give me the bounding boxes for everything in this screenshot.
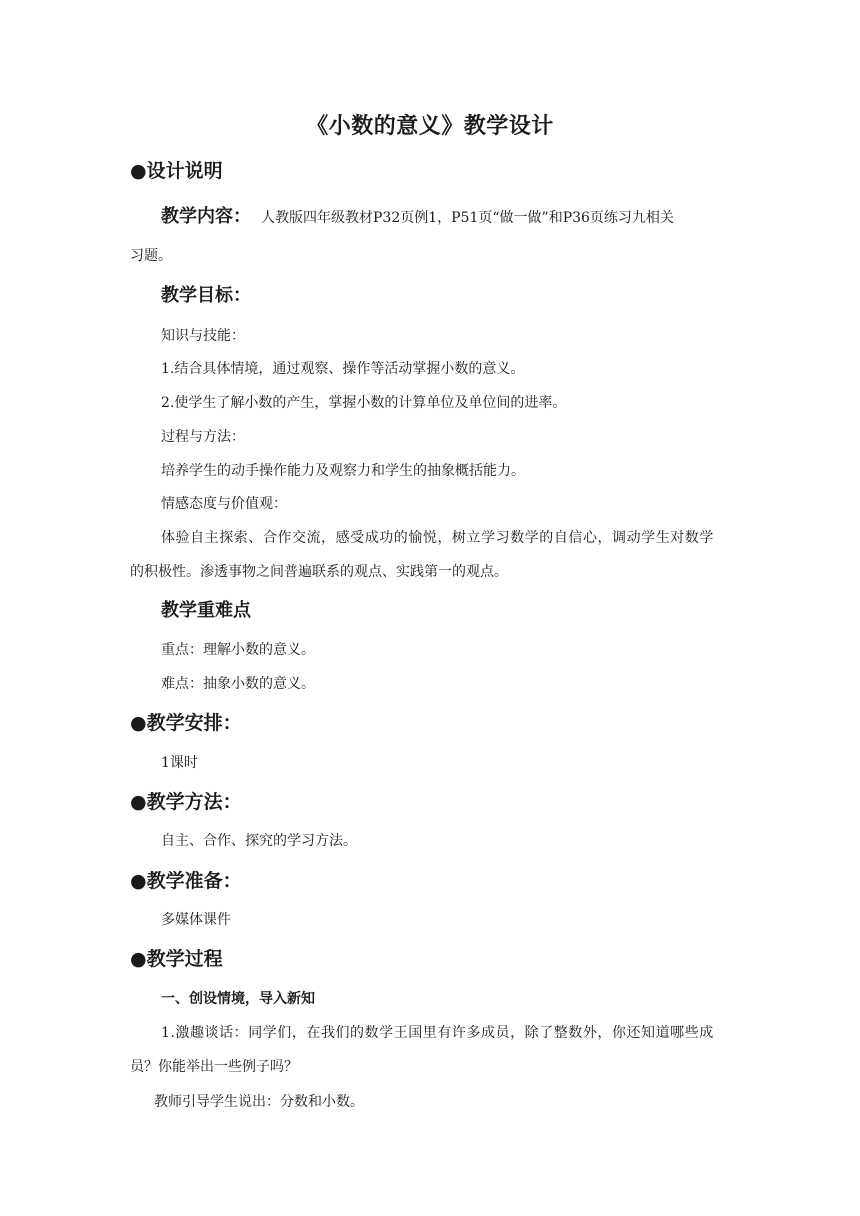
section-heading-method: ●教学方法：: [130, 791, 242, 813]
section-heading-preparation: ●教学准备：: [130, 870, 242, 892]
process-step-1-heading: 一、创设情境，导入新知: [161, 991, 315, 1007]
key-point-text: 重点：理解小数的意义。: [161, 642, 315, 658]
teaching-content-label: 教学内容：: [161, 206, 251, 227]
process-method-label: 过程与方法：: [161, 429, 245, 445]
knowledge-label: 知识与技能：: [161, 328, 245, 344]
preparation-text: 多媒体课件: [161, 912, 231, 928]
process-step-1-line-2: 员？你能举出一些例子吗？: [130, 1059, 298, 1075]
emotion-label: 情感态度与价值观：: [161, 496, 287, 512]
emotion-item-line-2: 的积极性。渗透事物之间普遍联系的观点、实践第一的观点。: [130, 564, 508, 580]
difficulty-heading: 教学重难点: [161, 600, 251, 621]
process-method-item: 培养学生的动手操作能力及观察力和学生的抽象概括能力。: [161, 463, 525, 479]
section-heading-arrangement: ●教学安排：: [130, 712, 242, 734]
teaching-content-line-2: 习题。: [130, 248, 172, 264]
difficult-point-text: 难点：抽象小数的意义。: [161, 676, 315, 692]
knowledge-item-2: 2.使学生了解小数的产生，掌握小数的计算单位及单位间的进率。: [161, 395, 567, 411]
knowledge-item-1: 1.结合具体情境，通过观察、操作等活动掌握小数的意义。: [161, 361, 525, 377]
arrangement-text: 1课时: [161, 755, 198, 771]
document-title: 《小数的意义》教学设计: [306, 114, 554, 139]
section-heading-design: ●设计说明: [130, 160, 223, 182]
section-heading-process: ●教学过程: [130, 948, 223, 970]
objectives-heading: 教学目标：: [161, 285, 251, 306]
process-step-1-line-3: 教师引导学生说出：分数和小数。: [154, 1094, 364, 1110]
teaching-content-line-1: 人教版四年级教材P32页例1，P51页“做一做”和P36页练习九相关: [261, 210, 674, 226]
teaching-content-paragraph: [161, 208, 674, 226]
process-step-1-line-1: 1.激趣谈话：同学们，在我们的数学王国里有许多成员，除了整数外，你还知道哪些成: [161, 1025, 714, 1041]
emotion-item-line-1: 体验自主探索、合作交流，感受成功的愉悦，树立学习数学的自信心，调动学生对数学: [161, 530, 714, 546]
method-text: 自主、合作、探究的学习方法。: [161, 833, 357, 849]
